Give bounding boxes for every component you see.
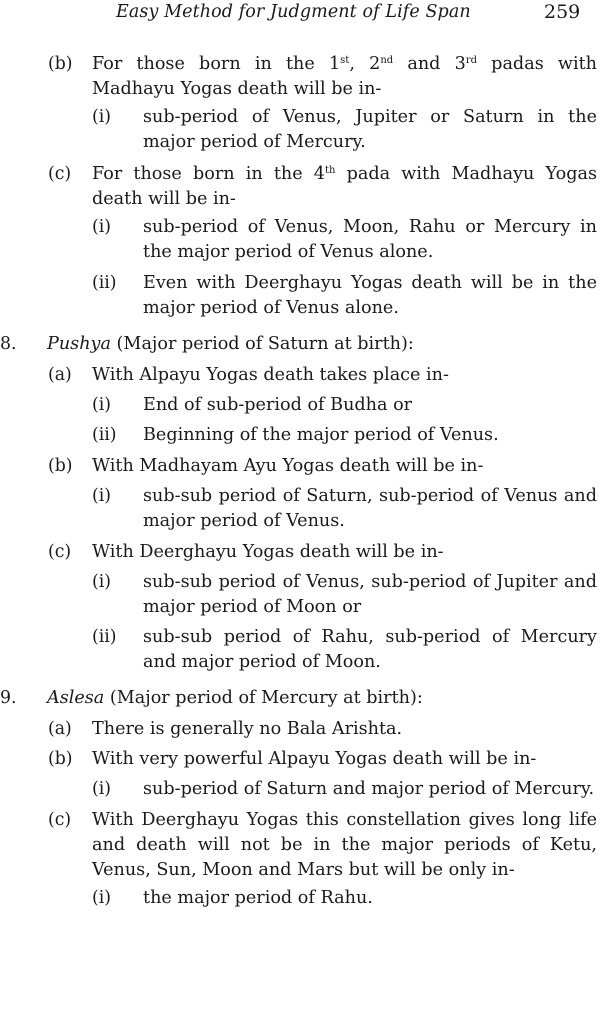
item-text: For those born in the 1st, 2nd and 3rd padas with Madhayu Yogas death will be in- xyxy=(92,54,597,99)
item-text: With Alpayu Yogas death takes place in- xyxy=(92,365,449,385)
item-text: Aslesa (Major period of Mercury at birth): xyxy=(47,688,423,708)
item-marker: 9. xyxy=(0,688,17,708)
sub-item xyxy=(0,747,600,772)
nakshatra-name: Pushya xyxy=(47,334,111,354)
item-text: With very powerful Alpayu Yogas death will be in- xyxy=(92,749,537,769)
sub-sub-item xyxy=(0,484,600,534)
sub-item xyxy=(0,717,600,742)
item-text: With Deerghayu Yogas death will be in- xyxy=(92,542,444,562)
item-text: sub-sub period of Rahu, sub-period of Mercury and major period of Moon. xyxy=(143,627,597,672)
item-marker: (i) xyxy=(92,779,112,799)
item-marker: (i) xyxy=(92,395,112,415)
item-text: sub-period of Venus, Jupiter or Saturn in the major period of Mercury. xyxy=(143,107,597,152)
item-marker: (ii) xyxy=(92,627,117,647)
list-item xyxy=(0,332,600,357)
item-marker: (c) xyxy=(48,810,72,830)
item-text: With Deerghayu Yogas this constellation gives long life and death will not be in the major periods of Ketu, Venus, Sun, Moon and Mars but will be only in- xyxy=(92,810,597,880)
item-marker: (i) xyxy=(92,572,112,592)
sub-item xyxy=(0,162,600,212)
item-text: End of sub-period of Budha or xyxy=(143,395,413,415)
item-marker: 8. xyxy=(0,334,17,354)
item-marker: (a) xyxy=(48,365,72,385)
item-marker: (a) xyxy=(48,719,72,739)
sub-sub-item xyxy=(0,215,600,265)
item-marker: (i) xyxy=(92,217,112,237)
item-marker: (b) xyxy=(48,54,73,74)
item-marker: (b) xyxy=(48,749,73,769)
sub-item xyxy=(0,454,600,479)
running-head: Easy Method for Judgment of Life Span xyxy=(116,2,471,22)
item-text: sub-period of Saturn and major period of Mercury. xyxy=(143,779,595,799)
item-text: the major period of Rahu. xyxy=(143,888,373,908)
item-text: Even with Deerghayu Yogas death will be in the major period of Venus alone. xyxy=(143,273,597,318)
sub-sub-item xyxy=(0,271,600,321)
item-marker: (i) xyxy=(92,107,112,127)
page-number: 259 xyxy=(544,1,581,23)
item-marker: (ii) xyxy=(92,273,117,293)
sub-sub-item xyxy=(0,625,600,675)
sub-item xyxy=(0,540,600,565)
item-text: Pushya (Major period of Saturn at birth): xyxy=(47,334,414,354)
sub-item xyxy=(0,363,600,388)
item-text: sub-period of Venus, Moon, Rahu or Mercury in the major period of Venus alone. xyxy=(143,217,597,262)
item-marker: (ii) xyxy=(92,425,117,445)
item-marker: (i) xyxy=(92,486,112,506)
list-item xyxy=(0,686,600,711)
item-text: sub-sub period of Saturn, sub-period of Venus and major period of Venus. xyxy=(143,486,597,531)
item-text: sub-sub period of Venus, sub-period of Jupiter and major period of Moon or xyxy=(143,572,597,617)
sub-item xyxy=(0,52,600,102)
item-marker: (c) xyxy=(48,542,72,562)
sub-item xyxy=(0,808,600,883)
sub-sub-item xyxy=(0,777,600,802)
sub-sub-item xyxy=(0,105,600,155)
item-marker: (i) xyxy=(92,888,112,908)
nakshatra-name: Aslesa xyxy=(47,688,105,708)
sub-sub-item xyxy=(0,393,600,418)
item-text: There is generally no Bala Arishta. xyxy=(92,719,403,739)
item-marker: (b) xyxy=(48,456,73,476)
item-marker: (c) xyxy=(48,164,72,184)
item-text: For those born in the 4th pada with Madhayu Yogas death will be in- xyxy=(92,164,597,209)
page-header xyxy=(0,0,600,28)
page-body xyxy=(0,52,600,911)
sub-sub-item xyxy=(0,423,600,448)
sub-sub-item xyxy=(0,570,600,620)
item-text: Beginning of the major period of Venus. xyxy=(143,425,499,445)
sub-sub-item xyxy=(0,886,600,911)
item-text: With Madhayam Ayu Yogas death will be in- xyxy=(92,456,484,476)
